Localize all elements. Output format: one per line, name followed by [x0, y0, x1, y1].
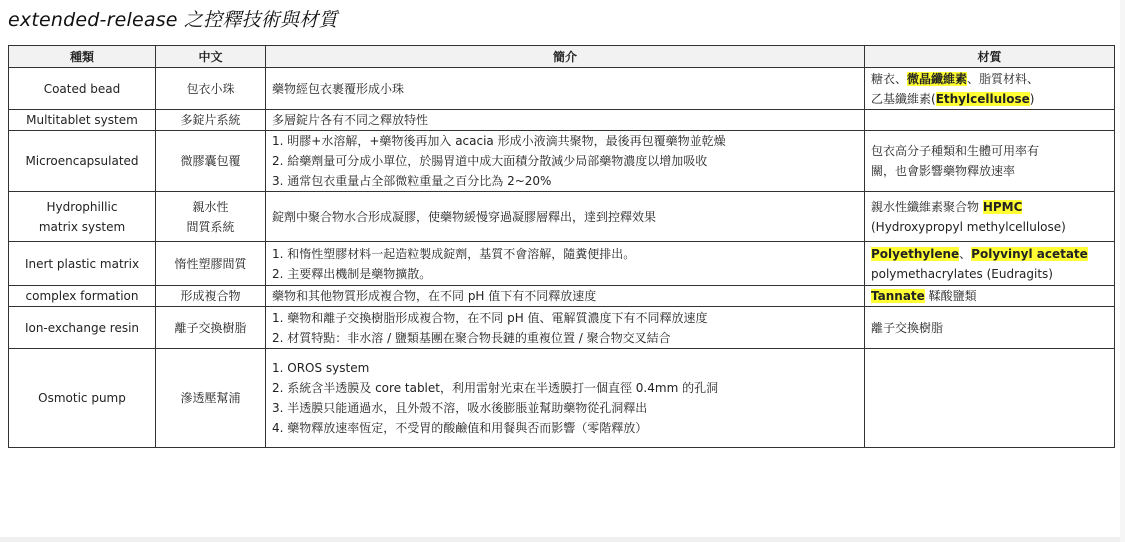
- type-cell: [9, 68, 156, 110]
- material-cell: [865, 192, 1115, 242]
- highlighted-material: Polyvinyl acetate: [971, 246, 1088, 261]
- chinese-cell-line: 多錠片系統: [180, 113, 241, 127]
- intro-cell: [266, 286, 865, 307]
- table-row: [9, 110, 1115, 131]
- table-row: [9, 307, 1115, 349]
- material-line: [871, 197, 1108, 217]
- material-text: 親水性纖維素聚合物: [871, 199, 983, 214]
- material-line: [871, 69, 1108, 89]
- chinese-cell: [156, 307, 266, 349]
- material-cell: [865, 242, 1115, 286]
- material-line: [871, 217, 1108, 237]
- intro-cell-line: 1. 藥物和離子交換樹脂形成複合物，在不同 pH 值、電解質濃度下有不同釋放速度: [272, 310, 708, 325]
- intro-cell-line: 錠劑中聚合物水合形成凝膠，使藥物緩慢穿過凝膠層釋出，達到控釋效果: [272, 209, 657, 224]
- chinese-cell-line: 親水性: [192, 199, 229, 214]
- table-row: [9, 131, 1115, 192]
- chinese-cell: [156, 242, 266, 286]
- highlighted-material: Polyethylene: [871, 246, 960, 261]
- material-cell: [865, 349, 1115, 448]
- table-row: [9, 68, 1115, 110]
- type-cell-line: Microencapsulated: [25, 154, 139, 168]
- table-row: [9, 242, 1115, 286]
- material-text: 離子交換樹脂: [871, 320, 944, 335]
- type-cell-line: Osmotic pump: [38, 391, 126, 405]
- chinese-cell: [156, 192, 266, 242]
- chinese-cell-line: 包衣小珠: [186, 81, 235, 96]
- chinese-cell-line: 滲透壓幫浦: [180, 391, 241, 405]
- chinese-cell-line: 間質系統: [186, 219, 235, 234]
- material-text: 糖衣、: [871, 71, 908, 86]
- header-material: 材質: [865, 46, 1115, 68]
- horizontal-scrollbar[interactable]: [0, 537, 1125, 542]
- material-cell: [865, 307, 1115, 349]
- material-cell: [865, 286, 1115, 307]
- intro-cell: [266, 307, 865, 349]
- intro-cell-line: 藥物經包衣裹覆形成小珠: [272, 81, 405, 96]
- intro-cell-line: 2. 材質特點：非水溶 / 鹽類基團在聚合物長鏈的重複位置 / 聚合物交叉結合: [272, 330, 671, 345]
- chinese-cell-line: 離子交換樹脂: [174, 320, 247, 335]
- table-row: [9, 286, 1115, 307]
- vertical-scrollbar[interactable]: [1120, 0, 1125, 542]
- type-cell: [9, 349, 156, 448]
- type-cell: [9, 242, 156, 286]
- intro-cell-line: 1. OROS system: [272, 361, 370, 375]
- chinese-cell: [156, 131, 266, 192]
- material-cell: [865, 131, 1115, 192]
- page-title: extended-release 之控釋技術與材質: [8, 9, 338, 31]
- highlighted-material: HPMC: [982, 199, 1023, 214]
- chinese-cell-line: 形成複合物: [180, 289, 241, 303]
- header-chinese: 中文: [156, 46, 266, 68]
- intro-cell: [266, 242, 865, 286]
- intro-cell-line: 2. 主要釋出機制是藥物擴散。: [272, 266, 432, 281]
- material-cell: [865, 110, 1115, 131]
- intro-cell-line: 多層錠片各有不同之釋放特性: [272, 113, 429, 127]
- intro-cell: [266, 110, 865, 131]
- highlighted-material: Tannate: [871, 289, 925, 303]
- material-text: 鞣酸鹽類: [924, 289, 977, 303]
- type-cell: [9, 286, 156, 307]
- material-line: [871, 244, 1108, 264]
- intro-cell-line: 2. 系統含半透膜及 core tablet，利用雷射光束在半透膜打一個直徑 0.4mm 的孔洞: [272, 381, 719, 395]
- type-cell: [9, 192, 156, 242]
- type-cell-line: Inert plastic matrix: [24, 256, 140, 271]
- material-text: 關，也會影響藥物釋放速率: [871, 164, 1016, 178]
- release-technology-table: [8, 45, 1115, 448]
- material-line: [871, 318, 1108, 338]
- type-cell-line: matrix system: [38, 219, 126, 234]
- intro-cell-line: 4. 藥物釋放速率恆定，不受胃的酸鹼值和用餐與否而影響（零階釋放）: [272, 421, 648, 435]
- type-cell-line: Coated bead: [43, 81, 121, 96]
- material-text: ): [1029, 91, 1035, 106]
- type-cell: [9, 110, 156, 131]
- material-line: [871, 264, 1108, 284]
- table-row: [9, 349, 1115, 448]
- intro-cell: [266, 349, 865, 448]
- header-intro: 簡介: [266, 46, 865, 68]
- type-cell-line: Hydrophillic: [46, 199, 118, 214]
- material-cell: [865, 68, 1115, 110]
- material-text: 乙基纖維素(: [871, 91, 936, 106]
- highlighted-material: Ethylcellulose: [935, 91, 1030, 106]
- table-row: [9, 192, 1115, 242]
- material-line: [871, 141, 1108, 161]
- intro-cell-line: 藥物和其他物質形成複合物，在不同 pH 值下有不同釋放速度: [272, 289, 597, 303]
- chinese-cell-line: 惰性塑膠間質: [174, 256, 247, 271]
- chinese-cell: [156, 286, 266, 307]
- intro-cell: [266, 131, 865, 192]
- material-text: (Hydroxypropyl methylcellulose): [871, 219, 1066, 234]
- intro-cell-line: 3. 半透膜只能通過水，且外殼不溶，吸水後膨脹並幫助藥物從孔洞釋出: [272, 401, 648, 415]
- material-line: [871, 161, 1108, 181]
- type-cell-line: Multitablet system: [26, 113, 138, 127]
- table-header-row: [9, 46, 1115, 68]
- material-text: polymethacrylates (Eudragits): [871, 266, 1053, 281]
- type-cell: [9, 131, 156, 192]
- material-line: [871, 89, 1108, 109]
- intro-cell-line: 1. 和惰性塑膠材料一起造粒製成錠劑，基質不會溶解，隨糞便排出。: [272, 246, 636, 261]
- material-text: 包衣高分子種類和生體可用率有: [871, 144, 1040, 158]
- chinese-cell: [156, 110, 266, 131]
- intro-cell: [266, 68, 865, 110]
- chinese-cell: [156, 349, 266, 448]
- highlighted-material: 微晶纖維素: [907, 71, 968, 86]
- chinese-cell-line: 微膠囊包覆: [180, 154, 241, 168]
- type-cell-line: complex formation: [25, 289, 139, 303]
- header-type: 種類: [9, 46, 156, 68]
- type-cell: [9, 307, 156, 349]
- material-line: [871, 286, 1108, 306]
- intro-cell-line: 3. 通常包衣重量占全部微粒重量之百分比為 2~20%: [272, 174, 552, 188]
- material-text: 、脂質材料、: [967, 71, 1040, 86]
- material-text: 、: [959, 246, 972, 261]
- intro-cell: [266, 192, 865, 242]
- type-cell-line: Ion-exchange resin: [24, 320, 140, 335]
- chinese-cell: [156, 68, 266, 110]
- intro-cell-line: 2. 給藥劑量可分成小單位，於腸胃道中成大面積分散減少局部藥物濃度以增加吸收: [272, 154, 708, 168]
- intro-cell-line: 1. 明膠+水溶解，+藥物後再加入 acacia 形成小液滴共聚物，最後再包覆藥物並乾燥: [272, 134, 726, 148]
